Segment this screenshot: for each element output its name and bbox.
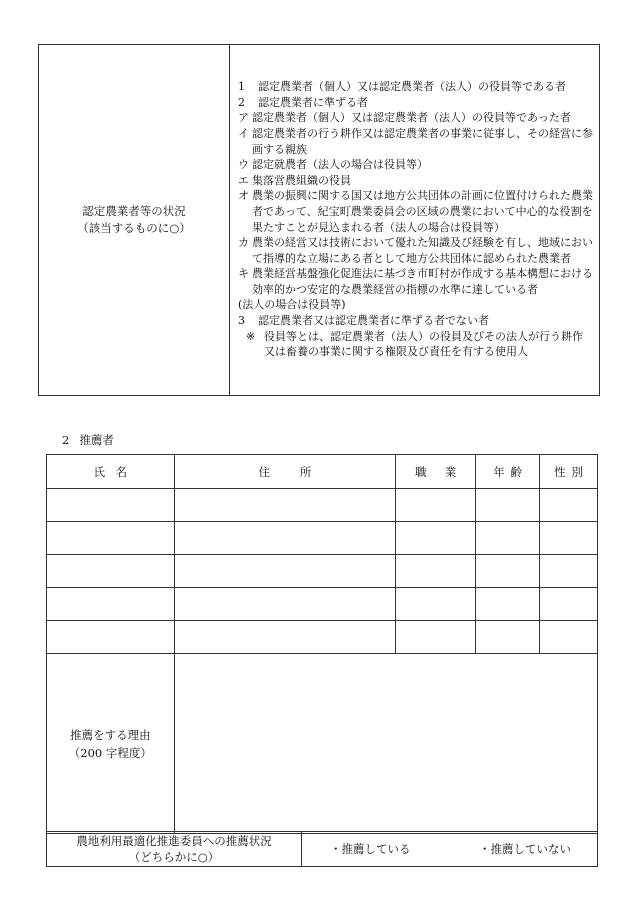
- recommender-row: [47, 555, 598, 588]
- age-cell[interactable]: [476, 621, 540, 654]
- section-heading: [62, 432, 114, 448]
- status-option-text: 認定農業者（個人）又は認定農業者（法人）の役員等であった者: [252, 111, 571, 125]
- status-option-8[interactable]: [238, 235, 593, 266]
- header-occupation: 職業: [396, 455, 476, 489]
- status-option-text: (法人の場合は役員等): [238, 298, 346, 312]
- farmer-status-option-list: [238, 79, 593, 360]
- name-cell[interactable]: [47, 522, 175, 555]
- status-option-6[interactable]: [238, 173, 593, 189]
- status-option-7[interactable]: [238, 188, 593, 235]
- status-option-5[interactable]: [238, 157, 593, 173]
- header-name: 氏名: [47, 455, 175, 489]
- status-option-text: 認定農業者（個人）又は認定農業者（法人）の役員等である者: [258, 80, 566, 94]
- age-cell[interactable]: [476, 555, 540, 588]
- status-option-marker: イ: [238, 126, 249, 140]
- status-option-marker: 2: [238, 95, 245, 109]
- status-option-marker: エ: [238, 173, 249, 187]
- promotion-status-label-line2: （どちらかに○）: [128, 850, 220, 864]
- status-option-11[interactable]: [238, 313, 593, 329]
- status-option-marker: キ: [238, 267, 249, 281]
- age-cell[interactable]: [476, 489, 540, 522]
- promotion-status-options: [302, 832, 598, 867]
- occupation-cell[interactable]: [396, 522, 476, 555]
- promotion-status-label: [47, 832, 302, 867]
- status-option-marker: 1: [238, 80, 245, 94]
- name-cell[interactable]: [47, 555, 175, 588]
- occupation-cell[interactable]: [396, 621, 476, 654]
- recommender-table: [46, 454, 598, 834]
- reason-label-line2: （200 字程度）: [68, 745, 152, 760]
- header-age: 年齢: [476, 455, 540, 489]
- status-option-text: 認定農業者に準ずる者: [258, 95, 368, 109]
- age-cell[interactable]: [476, 522, 540, 555]
- option-recommended[interactable]: ・推薦している: [330, 842, 411, 856]
- section-title: 推薦者: [79, 433, 114, 447]
- status-option-text: 認定農業者の行う耕作又は認定農業者の事業に従事し、その経営に参画する親族: [252, 126, 593, 156]
- occupation-cell[interactable]: [396, 489, 476, 522]
- occupation-cell[interactable]: [396, 555, 476, 588]
- name-cell[interactable]: [47, 489, 175, 522]
- reason-row: [47, 654, 598, 834]
- occupation-cell[interactable]: [396, 588, 476, 621]
- header-gender: 性別: [540, 455, 598, 489]
- address-cell[interactable]: [174, 588, 396, 621]
- gender-cell[interactable]: [540, 522, 598, 555]
- status-option-marker: ア: [238, 111, 249, 125]
- farmer-status-table: [38, 44, 600, 396]
- status-option-text: 認定就農者（法人の場合は役員等）: [252, 158, 428, 172]
- address-cell[interactable]: [174, 621, 396, 654]
- farmer-status-label-line1: 認定農業者等の状況: [82, 204, 186, 218]
- status-option-marker: カ: [238, 236, 249, 250]
- status-option-text: 役員等とは、認定農業者（法人）の役員及びその法人が行う耕作又は畜養の事業に関する権限及び責任を有する使用人: [264, 329, 583, 359]
- status-option-marker: オ: [238, 189, 249, 203]
- gender-cell[interactable]: [540, 555, 598, 588]
- age-cell[interactable]: [476, 588, 540, 621]
- gender-cell[interactable]: [540, 489, 598, 522]
- status-option-4[interactable]: [238, 126, 593, 157]
- status-option-text: 農業の振興に関する国又は地方公共団体の計画に位置付けられた農業者であって、紀宝町農業委員会の区域の農業において中心的な役割を果たすことが見込まれる者（法人の場合は役員等）: [252, 189, 593, 234]
- status-option-2[interactable]: [238, 95, 593, 111]
- promotion-status-table: [46, 831, 598, 867]
- section-number: 2: [62, 433, 70, 447]
- status-option-10[interactable]: [238, 297, 593, 313]
- status-option-text: 農業経営基盤強化促進法に基づき市町村が作成する基本構想における効率的かつ安定的な農業経営の指標の水準に達している者: [252, 267, 593, 296]
- farmer-status-options: [230, 45, 600, 396]
- option-not-recommended[interactable]: ・推薦していない: [479, 842, 571, 856]
- promotion-status-label-line1: 農地利用最適化推進委員への推薦状況: [76, 834, 272, 848]
- recommender-row: [47, 489, 598, 522]
- gender-cell[interactable]: [540, 621, 598, 654]
- reason-label-line1: 推薦をする理由: [70, 727, 151, 742]
- gender-cell[interactable]: [540, 588, 598, 621]
- status-option-text: 農業の経営又は技術において優れた知識及び経験を有し、地域において指導的な立場にある者として地方公共団体に認められた農業者: [252, 236, 593, 265]
- address-cell[interactable]: [174, 489, 396, 522]
- status-option-text: 集落営農組織の役員: [252, 173, 351, 187]
- reason-input-area[interactable]: [174, 654, 597, 834]
- address-cell[interactable]: [174, 555, 396, 588]
- address-cell[interactable]: [174, 522, 396, 555]
- status-option-1[interactable]: [238, 79, 593, 95]
- name-cell[interactable]: [47, 621, 175, 654]
- recommender-row: [47, 522, 598, 555]
- status-option-text: 認定農業者又は認定農業者に準ずる者でない者: [258, 314, 489, 328]
- status-option-marker: ※: [246, 329, 256, 343]
- header-address: 住所: [174, 455, 396, 489]
- farmer-status-label-line2: （該当するものに○）: [77, 221, 191, 235]
- status-option-9[interactable]: [238, 266, 593, 297]
- name-cell[interactable]: [47, 588, 175, 621]
- recommender-row: [47, 621, 598, 654]
- status-option-12[interactable]: [238, 329, 593, 360]
- farmer-status-label: [39, 45, 230, 396]
- recommender-row: [47, 588, 598, 621]
- status-option-marker: 3: [238, 314, 245, 328]
- status-option-3[interactable]: [238, 110, 593, 126]
- reason-label: [47, 654, 175, 834]
- status-option-marker: ウ: [238, 158, 249, 172]
- recommender-header-row: [47, 455, 598, 489]
